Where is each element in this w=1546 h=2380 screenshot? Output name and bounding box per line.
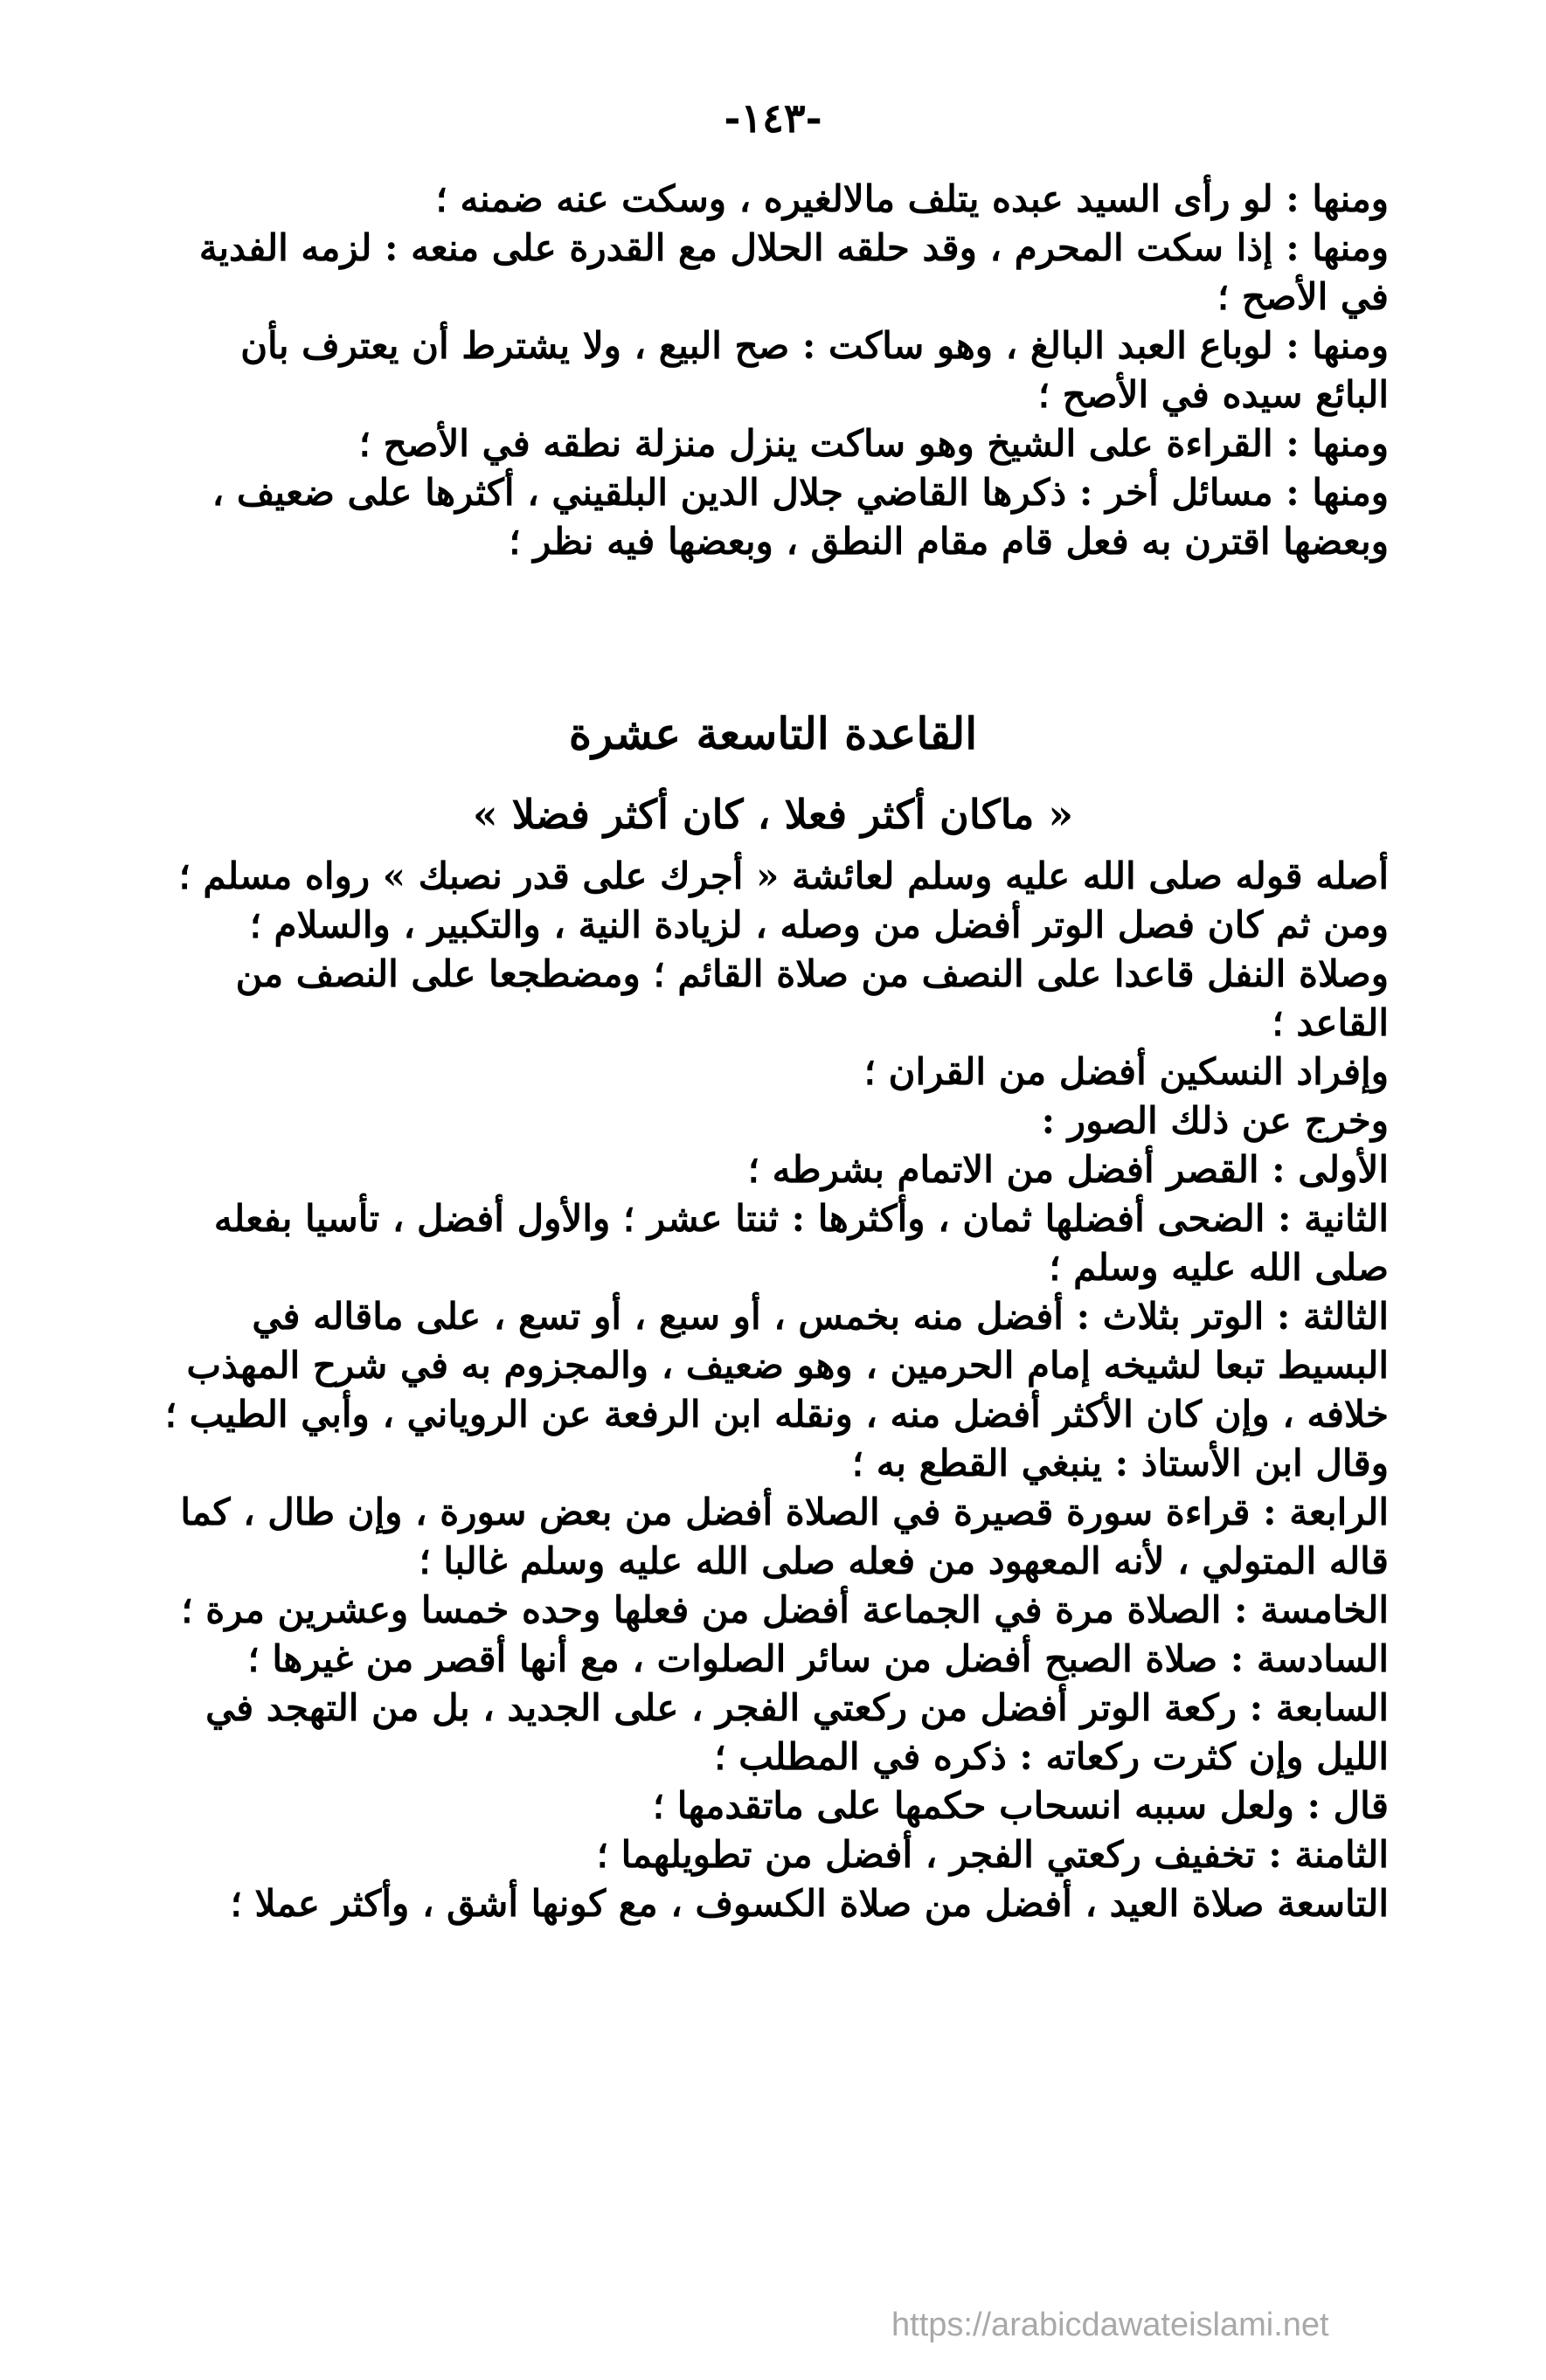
paragraph: الثالثة : الوتر بثلاث : أفضل منه بخمس ، أو سبع ، أو تسع ، على ماقاله في البسيط تبعا لشيخه إمام الحرمين ، وهو ضعيف ، والمجزوم به في شرح المهذب خلافه ، وإن كان الأكثر أفضل منه ، ونقله ابن الرفعة عن الروياني ، وأبي الطيب ؛ — [164, 1295, 1389, 1436]
paragraph: ومنها : لو رأى السيد عبده يتلف مالالغيره ، وسكت عنه ضمنه ؛ — [435, 177, 1389, 220]
paragraph: ومنها : القراءة على الشيخ وهو ساكت ينزل منزلة نطقه في الأصح ؛ — [358, 422, 1389, 465]
paragraph: الأولى : القصر أفضل من الاتمام بشرطه ؛ — [747, 1148, 1389, 1191]
text-block-top — [156, 175, 1389, 566]
paragraph: ومنها : مسائل أخر : ذكرها القاضي جلال الدين البلقيني ، أكثرها على ضعيف ، وبعضها اقترن به فعل قام مقام النطق ، وبعضها فيه نظر ؛ — [211, 471, 1389, 563]
page-number: -١٤٣- — [724, 94, 822, 142]
paragraph: قال : ولعل سببه انسحاب حكمها على ماتقدمها ؛ — [652, 1784, 1389, 1827]
paragraph: وصلاة النفل قاعدا على النصف من صلاة القائم ؛ ومضطجعا على النصف من القاعد ؛ — [235, 952, 1389, 1044]
paragraph: السادسة : صلاة الصبح أفضل من سائر الصلوات ، مع أنها أقصر من غيرها ؛ — [247, 1637, 1389, 1680]
paragraph: ومن ثم كان فصل الوتر أفضل من وصله ، لزيادة النية ، والتكبير ، والسلام ؛ — [249, 903, 1389, 946]
paragraph: الثانية : الضحى أفضلها ثمان ، وأكثرها : ثنتا عشر ؛ والأول أفضل ، تأسيا بفعله صلى الله عليه وسلم ؛ — [213, 1197, 1389, 1289]
rule-subheading: « ماكان أكثر فعلا ، كان أكثر فضلا » — [472, 791, 1074, 838]
paragraph: وقال ابن الأستاذ : ينبغي القطع به ؛ — [851, 1442, 1389, 1484]
watermark-url: https://arabicdawateislami.net — [891, 2307, 1329, 2343]
paragraph: الرابعة : قراءة سورة قصيرة في الصلاة أفضل من بعض سورة ، وإن طال ، كما قاله المتولي ، لأنه المعهود من فعله صلى الله عليه وسلم غالبا ؛ — [180, 1491, 1389, 1582]
paragraph: التاسعة صلاة العيد ، أفضل من صلاة الكسوف ، مع كونها أشق ، وأكثر عملا ؛ — [230, 1882, 1389, 1925]
paragraph: وخرج عن ذلك الصور : — [1041, 1099, 1389, 1142]
paragraph: وإفراد النسكين أفضل من القران ؛ — [863, 1050, 1389, 1093]
paragraph: ومنها : لوباع العبد البالغ ، وهو ساكت : صح البيع ، ولا يشترط أن يعترف بأن البائع سيده في الأصح ؛ — [240, 324, 1389, 416]
paragraph: ومنها : إذا سكت المحرم ، وقد حلقه الحلال مع القدرة على منعه : لزمه الفدية في الأصح ؛ — [198, 226, 1389, 318]
paragraph: الثامنة : تخفيف ركعتي الفجر ، أفضل من تطويلهما ؛ — [596, 1833, 1389, 1876]
paragraph: أصله قوله صلى الله عليه وسلم لعائشة « أجرك على قدر نصبك » رواه مسلم ؛ — [178, 854, 1389, 897]
paragraph: السابعة : ركعة الوتر أفضل من ركعتي الفجر ، على الجديد ، بل من التهجد في الليل وإن كثرت ركعاته : ذكره في المطلب ؛ — [205, 1686, 1389, 1778]
paragraph: الخامسة : الصلاة مرة في الجماعة أفضل من فعلها وحده خمسا وعشرين مرة ؛ — [181, 1588, 1389, 1631]
rule-heading: القاعدة التاسعة عشرة — [568, 708, 978, 759]
text-block-main — [156, 852, 1389, 1928]
